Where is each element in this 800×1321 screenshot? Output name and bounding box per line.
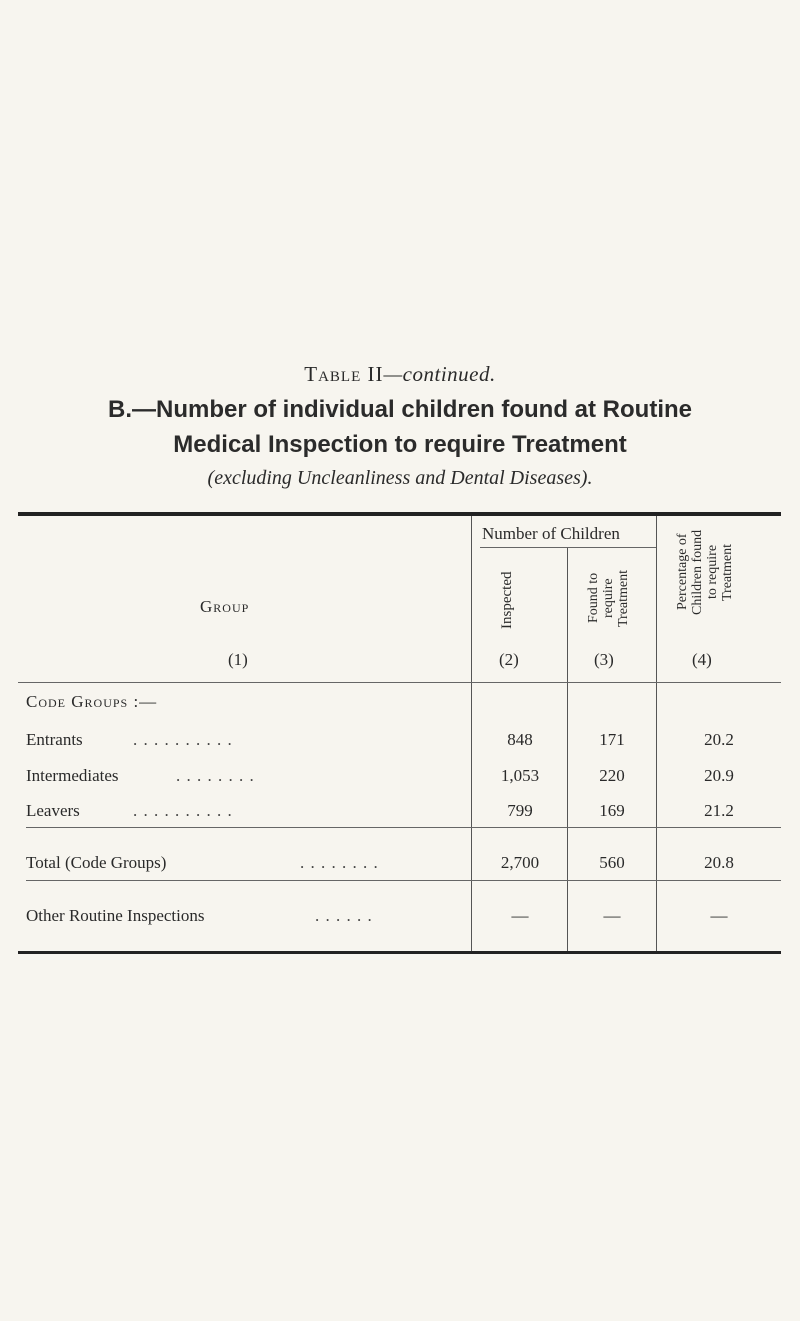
- section-heading-line1: B.—Number of individual children found at Routine: [108, 396, 692, 423]
- header-found-line1: Found to: [586, 572, 601, 624]
- total-percentage: 20.8: [704, 853, 734, 872]
- header-group-number: (1): [228, 650, 248, 669]
- other-percentage: —: [710, 906, 728, 925]
- header-found-line2: require: [601, 578, 616, 618]
- total-found: 560: [599, 853, 625, 872]
- header-group: Group: [200, 597, 250, 616]
- header-found-line3: Treatment: [616, 569, 631, 627]
- row-group: Intermediates: [26, 766, 119, 785]
- leader-dots: . . . . . .: [315, 906, 373, 925]
- row-inspected: 848: [507, 730, 533, 749]
- leader-dots: . . . . . . . .: [176, 766, 255, 785]
- row-percentage: 20.2: [704, 730, 734, 749]
- total-inspected: 2,700: [500, 853, 540, 872]
- continued-label: —continued.: [383, 362, 496, 386]
- other-group: Other Routine Inspections: [26, 906, 205, 925]
- row-group: Entrants: [26, 730, 83, 749]
- other-inspected: —: [511, 906, 529, 925]
- section-heading-line2: Medical Inspection to require Treatment: [173, 431, 627, 458]
- header-found-number: (3): [594, 650, 614, 669]
- header-pct-line2: Children found: [690, 529, 705, 615]
- header-pct-line3: to require: [705, 544, 720, 600]
- table-bottom-rule: [18, 951, 781, 954]
- header-inspected-number: (2): [499, 650, 519, 669]
- header-found-to-require: [586, 552, 631, 644]
- code-groups-label: Code Groups :—: [26, 692, 158, 711]
- total-upper-rule: [26, 827, 781, 828]
- table-number: Table II: [304, 362, 384, 386]
- row-found: 171: [599, 730, 625, 749]
- leader-dots: . . . . . . . . . .: [133, 730, 233, 749]
- total-lower-rule: [26, 880, 781, 881]
- row-group: Leavers: [26, 801, 80, 820]
- header-percentage: [675, 516, 735, 628]
- row-found: 220: [599, 766, 625, 785]
- row-percentage: 20.9: [704, 766, 734, 785]
- table-caption: [0, 362, 800, 387]
- total-group: Total (Code Groups): [26, 853, 167, 872]
- section-subheading: (excluding Uncleanliness and Dental Diseases).: [207, 467, 593, 489]
- column-divider-1: [471, 516, 472, 951]
- header-pct-number: (4): [692, 650, 712, 669]
- header-pct-line4: Treatment: [720, 543, 735, 601]
- header-pct-line1: Percentage of: [675, 533, 690, 611]
- header-bottom-rule: [18, 682, 781, 683]
- header-number-of-children: Number of Children: [482, 524, 620, 543]
- leader-dots: . . . . . . . . . .: [133, 801, 233, 820]
- row-inspected: 799: [507, 801, 533, 820]
- number-of-children-underline: [480, 547, 656, 548]
- row-inspected: 1,053: [500, 766, 540, 785]
- table-top-rule: [18, 512, 781, 516]
- leader-dots: . . . . . . . .: [300, 853, 379, 872]
- header-inspected: Inspected: [499, 571, 515, 629]
- other-found: —: [603, 906, 621, 925]
- row-found: 169: [599, 801, 625, 820]
- row-percentage: 21.2: [704, 801, 734, 820]
